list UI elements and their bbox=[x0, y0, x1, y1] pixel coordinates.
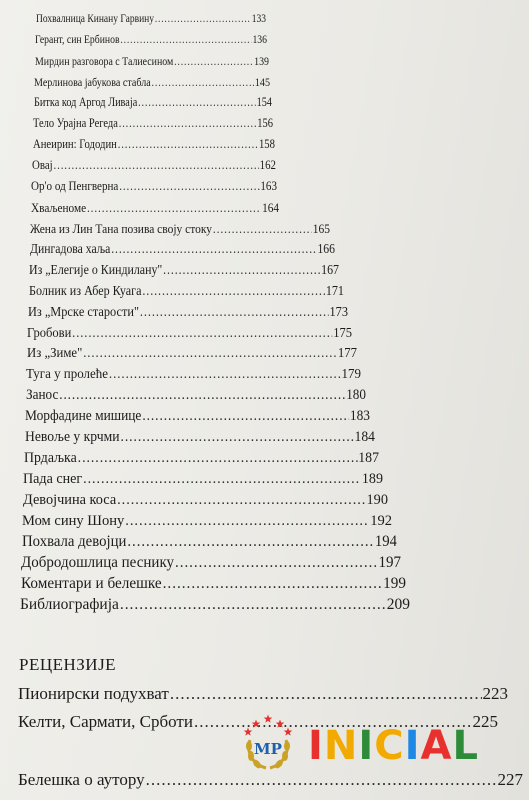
toc-entry-page: 192 bbox=[370, 512, 393, 530]
toc-entry-page: 136 bbox=[252, 32, 268, 46]
toc-entry-page: 189 bbox=[362, 470, 384, 487]
toc-entry bbox=[20, 596, 410, 614]
toc-entry bbox=[21, 554, 401, 572]
emblem-text: MP bbox=[254, 740, 282, 758]
dot-leader bbox=[120, 429, 353, 446]
dot-leader bbox=[140, 304, 329, 320]
toc-entry-title: Туга у пролеће bbox=[26, 366, 109, 383]
toc-entry bbox=[29, 283, 344, 299]
wordmark-letter: A bbox=[420, 723, 453, 769]
toc-entry bbox=[23, 492, 388, 509]
dot-leader bbox=[84, 471, 362, 488]
wordmark-letter: I bbox=[308, 723, 324, 769]
dot-leader bbox=[162, 575, 382, 593]
toc-entry-title: Гробови bbox=[27, 324, 72, 340]
dot-leader bbox=[121, 33, 252, 46]
toc-entry-page: 183 bbox=[350, 408, 371, 425]
toc-entry-title: Герант, син Ербинов bbox=[35, 32, 120, 46]
dot-leader bbox=[163, 262, 320, 278]
toc-entry-title: Пада снег bbox=[23, 470, 83, 487]
toc-entry-page: 163 bbox=[260, 178, 278, 193]
dot-leader bbox=[142, 283, 325, 299]
toc-entry-title: Занос bbox=[25, 387, 59, 404]
dot-leader bbox=[109, 366, 341, 383]
toc-entry-title: Овај bbox=[32, 157, 53, 172]
toc-entry-page: 197 bbox=[378, 554, 402, 572]
toc-entry bbox=[32, 158, 276, 173]
toc-entry bbox=[22, 533, 397, 551]
toc-entry-title: Пионирски подухват bbox=[18, 684, 169, 703]
dot-leader bbox=[138, 95, 256, 110]
toc-entry bbox=[33, 137, 275, 152]
dot-leader bbox=[175, 554, 377, 572]
star-icon bbox=[252, 720, 261, 728]
toc-entry-title: Келти, Сармати, Срботи bbox=[18, 712, 193, 731]
toc-entry-page: 223 bbox=[482, 684, 508, 703]
toc-entry-page: 145 bbox=[255, 74, 271, 89]
toc-entry bbox=[18, 684, 508, 704]
dot-leader bbox=[152, 75, 254, 90]
dot-leader bbox=[87, 200, 261, 216]
dot-leader bbox=[111, 241, 316, 257]
toc-entry-page: 199 bbox=[382, 574, 406, 592]
toc-entry-page: 139 bbox=[254, 53, 269, 68]
dot-leader bbox=[120, 596, 386, 614]
dot-leader bbox=[120, 179, 260, 194]
toc-entry-title: Жена из Лин Тана позива своју стоку bbox=[30, 220, 213, 236]
star-icon bbox=[276, 720, 285, 728]
toc-entry-page: 154 bbox=[256, 95, 272, 110]
star-icon bbox=[244, 728, 253, 736]
toc-entry-title: Из „Елегије о Киндилану" bbox=[29, 262, 163, 278]
dot-leader bbox=[174, 54, 253, 69]
toc-entry-title: Прдаљка bbox=[24, 449, 77, 466]
toc-entry bbox=[31, 179, 277, 194]
toc-entry-page: 171 bbox=[325, 283, 344, 299]
toc-entry-title: Дингадова хаља bbox=[29, 241, 111, 257]
toc-entry-title: Добродошлица песнику bbox=[21, 554, 175, 572]
dot-leader bbox=[73, 325, 333, 341]
toc-entry-title: Из „Зиме" bbox=[26, 345, 83, 361]
toc-entry-page: 180 bbox=[345, 387, 366, 404]
toc-entry-page: 156 bbox=[257, 116, 274, 131]
toc-entry-title: Мом сину Шону bbox=[22, 512, 125, 530]
dot-leader bbox=[142, 408, 349, 425]
toc-entry bbox=[27, 346, 357, 362]
toc-entry bbox=[36, 12, 266, 25]
toc-entry-page: 165 bbox=[313, 220, 331, 236]
dot-leader bbox=[83, 346, 337, 362]
toc-entry bbox=[24, 450, 379, 467]
toc-entry-title: Хваљеноме bbox=[30, 199, 86, 215]
toc-entry-title: Невоље у крчми bbox=[24, 429, 120, 445]
toc-entry bbox=[28, 304, 348, 320]
toc-entry-title: Битка код Аргод Ливаја bbox=[33, 95, 137, 110]
dot-leader bbox=[117, 137, 257, 152]
toc-entry-title: Из „Мрскe старости" bbox=[28, 303, 139, 319]
toc-entry bbox=[30, 241, 335, 257]
toc-entry-page: 173 bbox=[329, 303, 348, 319]
wordmark-letter: N bbox=[323, 723, 359, 769]
star-icon bbox=[284, 728, 293, 736]
dot-leader bbox=[78, 450, 358, 467]
toc-entry-page: 179 bbox=[341, 366, 362, 383]
inicial-wordmark bbox=[308, 722, 479, 770]
dot-leader bbox=[155, 12, 251, 25]
toc-entry bbox=[34, 95, 272, 110]
dot-leader bbox=[213, 221, 312, 237]
wordmark-letter: I bbox=[358, 723, 375, 769]
toc-entry-title: Анеирин: Гододин bbox=[32, 137, 117, 152]
reviews-heading: РЕЦЕНЗИЈЕ bbox=[19, 655, 117, 674]
toc-entry bbox=[29, 262, 339, 278]
toc-entry bbox=[25, 408, 370, 425]
dot-leader bbox=[119, 116, 257, 131]
toc-entry-title: Похвалница Кинану Гарвину bbox=[36, 12, 155, 25]
toc-entry-page: 158 bbox=[258, 137, 275, 152]
toc-entry bbox=[31, 200, 279, 216]
dot-leader bbox=[127, 533, 373, 551]
toc-entry-title: Белешка о аутору bbox=[18, 770, 145, 789]
inicial-watermark bbox=[236, 710, 508, 780]
dot-leader bbox=[59, 387, 345, 404]
toc-entry-page: 209 bbox=[386, 595, 410, 613]
toc-entry-title: Морфадине мишице bbox=[25, 408, 142, 425]
toc-entry-page: 187 bbox=[358, 449, 379, 466]
toc-entry-title: Мирдин разговора с Талиесином bbox=[34, 53, 174, 68]
toc-entry-page: 162 bbox=[259, 157, 276, 172]
toc-entry bbox=[34, 75, 270, 90]
dot-leader bbox=[54, 158, 259, 173]
toc-entry bbox=[22, 512, 392, 530]
toc-entry-page: 167 bbox=[321, 262, 340, 278]
dot-leader bbox=[170, 684, 482, 704]
toc-entry-title: Коментари и белешке bbox=[20, 574, 162, 592]
wordmark-letter: I bbox=[404, 723, 421, 769]
toc-entry-page: 194 bbox=[374, 533, 397, 551]
laurel-emblem-icon bbox=[236, 710, 300, 774]
toc-entry bbox=[35, 54, 269, 69]
toc-entry-title: Мерлинова јабукова стабла bbox=[34, 74, 151, 89]
toc-entry-title: Тело Урајна Регеда bbox=[33, 116, 119, 131]
star-icon bbox=[264, 715, 273, 723]
toc-entry bbox=[26, 387, 366, 404]
toc-entry bbox=[35, 33, 267, 46]
toc-entry-page: 133 bbox=[251, 12, 266, 25]
toc-entry-title: Болник из Абер Куага bbox=[28, 283, 142, 299]
toc-entry-page: 175 bbox=[333, 324, 353, 340]
toc-entry-page: 227 bbox=[497, 770, 523, 789]
toc-entry bbox=[27, 325, 352, 341]
toc-entry bbox=[23, 471, 383, 488]
toc-entry-page: 190 bbox=[366, 491, 388, 508]
toc-entry bbox=[21, 575, 406, 593]
toc-entry-page: 164 bbox=[261, 199, 279, 215]
toc-entry bbox=[26, 366, 361, 383]
toc-entry-page: 177 bbox=[337, 345, 357, 361]
toc-entry bbox=[30, 221, 330, 237]
toc-entry-title: Ор'о од Пенгверна bbox=[31, 178, 119, 193]
toc-entry-title: Похвала девојци bbox=[21, 533, 127, 551]
dot-leader bbox=[126, 512, 370, 530]
toc-entry-page: 225 bbox=[472, 712, 498, 731]
wordmark-letter: L bbox=[452, 723, 479, 769]
toc-entry-page: 166 bbox=[317, 241, 335, 257]
toc-entry bbox=[33, 116, 273, 131]
toc-entry-title: Библиографија bbox=[20, 595, 119, 613]
toc-entry bbox=[25, 429, 375, 446]
toc-entry-title: Девојчина коса bbox=[22, 491, 117, 508]
dot-leader bbox=[117, 492, 365, 509]
toc-entry-page: 184 bbox=[354, 429, 375, 445]
wordmark-letter: C bbox=[374, 723, 405, 769]
